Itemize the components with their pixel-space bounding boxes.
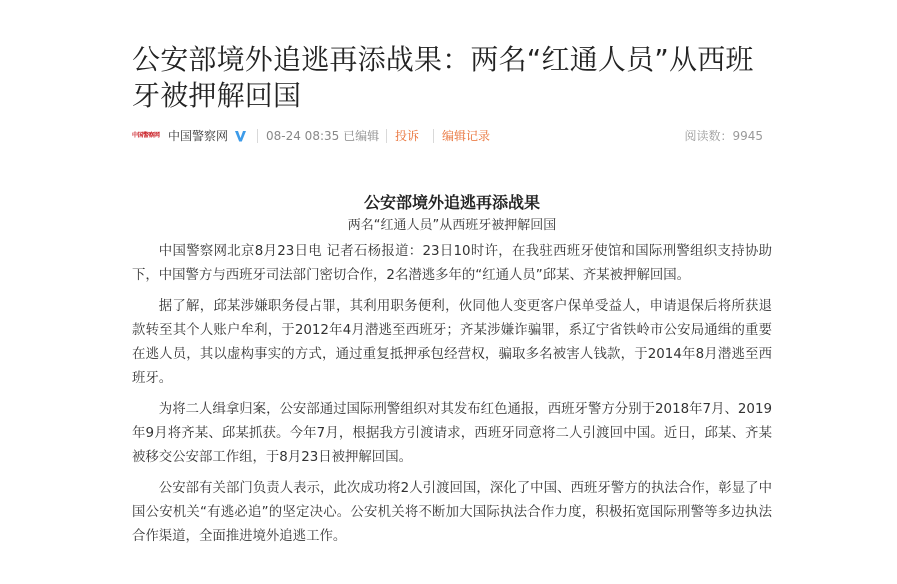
article-body bbox=[132, 240, 772, 556]
article-body-title: 公安部境外追逃再添战果 bbox=[363, 193, 540, 212]
meta-divider bbox=[386, 129, 387, 143]
article-body-subtitle: 两名“红通人员”从西班牙被押解回国 bbox=[347, 218, 557, 233]
verified-v-icon bbox=[234, 129, 247, 143]
source-logo[interactable] bbox=[132, 130, 159, 142]
article-paragraph: 为将二人缉拿归案，公安部通过国际刑警组织对其发布红色通报，西班牙警方分别于2018年7月、2019年9月将齐某、邱某抓获。今年7月，根据我方引渡请求，西班牙同意将二人引渡回中国。近日，邱某、齐某被移交公安部工作组，于8月23日被押解回国。 bbox=[132, 402, 772, 465]
publish-time: 08-24 08:35 已编辑 bbox=[266, 129, 380, 143]
read-count: 阅读数：9945 bbox=[684, 129, 763, 143]
meta-divider bbox=[433, 129, 434, 143]
article-meta-bar bbox=[132, 126, 772, 146]
source-name-link[interactable]: 中国警察网 bbox=[168, 129, 229, 143]
article-paragraph: 中国警察网北京8月23日电 记者石杨报道：23日10时许，在我驻西班牙使馆和国际刑警组织支持协助下，中国警方与西班牙司法部门密切合作，2名潜逃多年的“红通人员”邱某、齐某被押解回国。 bbox=[132, 244, 772, 283]
article-paragraph: 据了解，邱某涉嫌职务侵占罪，其利用职务便利，伙同他人变更客户保单受益人，申请退保后将所获退款转至其个人账户牟利，于2012年4月潜逃至西班牙；齐某涉嫌诈骗罪，系辽宁省铁岭市公安局通缉的重要在逃人员，其以虚构事实的方式，通过重复抵押承包经营权，骗取多名被害人钱款，于2014年8月潜逃至西班牙。 bbox=[132, 299, 772, 386]
page-title: 公安部境外追逃再添战果：两名“红通人员”从西班牙被押解回国 bbox=[132, 43, 754, 112]
edit-log-link[interactable]: 编辑记录 bbox=[442, 129, 491, 143]
report-link[interactable]: 投诉 bbox=[395, 129, 420, 143]
article-paragraph: 公安部有关部门负责人表示，此次成功将2人引渡回国，深化了中国、西班牙警方的执法合作，彰显了中国公安机关“有逃必追”的坚定决心。公安机关将不断加大国际执法合作力度，积极拓宽国际刑警等多边执法合作渠道，全面推进境外追逃工作。 bbox=[132, 481, 772, 544]
source-logo-text: 中国警察网 bbox=[132, 132, 160, 139]
meta-divider bbox=[257, 129, 258, 143]
